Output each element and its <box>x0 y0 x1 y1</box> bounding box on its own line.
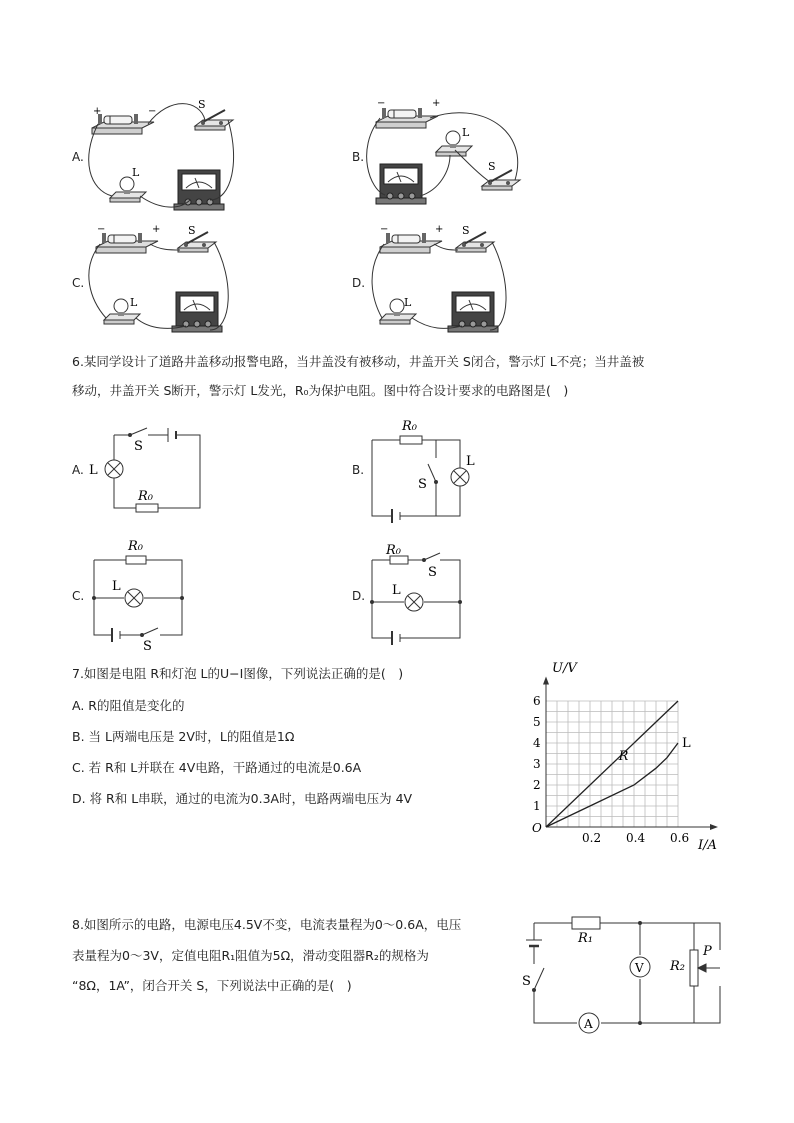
q6-option-b-diagram <box>372 436 460 523</box>
q6-diagrams <box>0 410 794 654</box>
svg-text:−: − <box>97 224 106 235</box>
svg-text:S: S <box>143 639 152 654</box>
q7-ui-chart <box>522 660 742 853</box>
q6-a-r0-label: R₀ <box>138 489 153 504</box>
q8-r2-label: R₂ <box>670 959 685 974</box>
q6-a-switch-label: S <box>134 439 143 454</box>
q7-option-b[interactable]: B. 当 L两端电压是 2V时，L的阻值是1Ω <box>72 729 295 744</box>
q5-option-a-diagram <box>89 98 234 210</box>
svg-text:L: L <box>130 296 138 309</box>
svg-text:−: − <box>377 98 386 109</box>
q7-stem: 7.如图是电阻 R和灯泡 L的U−I图像，下列说法正确的是( ) <box>72 666 404 681</box>
y-tick-label: 4 <box>533 736 541 750</box>
svg-text:S: S <box>462 224 470 237</box>
q8-v-label: V <box>635 961 644 975</box>
x-tick-label: 0.2 <box>582 831 602 845</box>
svg-text:−: − <box>380 224 389 235</box>
q5-option-b[interactable]: B. <box>352 150 365 164</box>
q5-option-b-diagram <box>367 98 520 204</box>
q8-r1-label: R₁ <box>578 931 593 946</box>
q5-option-d[interactable]: D. <box>352 276 366 290</box>
y-tick-label: 2 <box>533 778 541 792</box>
q7-option-a[interactable]: A. R的阻值是变化的 <box>72 698 185 713</box>
svg-text:L: L <box>466 454 475 469</box>
y-axis-arrow <box>543 677 549 685</box>
svg-text:R₀: R₀ <box>386 543 401 558</box>
series-label-l: L <box>682 736 691 752</box>
svg-text:+: + <box>152 224 161 235</box>
q8-stem-line3: “8Ω，1A”，闭合开关 S，下列说法中正确的是( ) <box>72 978 352 993</box>
q8-circuit <box>520 910 740 1040</box>
y-tick-label: 3 <box>533 757 541 771</box>
q7-option-d[interactable]: D. 将 R和 L串联，通过的电流为0.3A时，电路两端电压为 4V <box>72 791 413 806</box>
svg-text:L: L <box>404 296 412 309</box>
y-tick-label: 1 <box>533 799 541 813</box>
q6-option-b[interactable]: B. <box>352 463 365 477</box>
q8-a-label: A <box>584 1017 593 1031</box>
svg-text:+: + <box>432 98 441 109</box>
q8-p-label: P <box>703 944 712 959</box>
q8-stem-line1: 8.如图所示的电路，电源电压4.5V不变，电流表量程为0～0.6A，电压 <box>72 917 462 932</box>
q5-option-d-diagram <box>372 224 506 332</box>
svg-text:S: S <box>418 477 427 492</box>
y-tick-label: 5 <box>533 715 541 729</box>
svg-text:+: + <box>435 224 444 235</box>
y-tick-label: 6 <box>533 694 541 708</box>
q5-option-c-diagram <box>89 224 228 332</box>
q6-option-c[interactable]: C. <box>72 589 85 603</box>
svg-text:S: S <box>488 160 496 173</box>
x-tick-label: 0.6 <box>670 831 690 845</box>
svg-text:R₀: R₀ <box>402 419 417 434</box>
series-label-r: R <box>618 748 629 764</box>
svg-text:L: L <box>392 583 401 598</box>
q5-option-c[interactable]: C. <box>72 276 85 290</box>
q8-stem-line2: 表量程为0～3V，定值电阻R₁阻值为5Ω，滑动变阻器R₂的规格为 <box>72 948 429 963</box>
svg-text:L: L <box>462 126 470 139</box>
origin-label: O <box>532 821 542 835</box>
svg-text:S: S <box>198 98 206 111</box>
x-tick-label: 0.4 <box>626 831 646 845</box>
q8-s-label: S <box>522 974 531 989</box>
x-axis-arrow <box>710 824 718 830</box>
svg-text:S: S <box>188 224 196 237</box>
q6-stem-line2: 移动，井盖开关 S断开，警示灯 L发光，R₀为保护电阻。图中符合设计要求的电路图是( ) <box>72 383 569 398</box>
q6-option-a[interactable]: A. <box>72 463 84 477</box>
q6-a-lamp-label: L <box>89 463 98 478</box>
x-axis-label: I/A <box>698 838 717 853</box>
y-axis-label: U/V <box>552 661 577 676</box>
svg-text:−: − <box>148 106 157 117</box>
q6-option-d[interactable]: D. <box>352 589 366 603</box>
q6-stem-line1: 6.某同学设计了道路井盖移动报警电路，当井盖没有被移动，井盖开关 S闭合，警示灯 L不亮；当井盖被 <box>72 354 645 369</box>
svg-text:R₀: R₀ <box>128 539 143 554</box>
svg-text:+: + <box>93 106 102 117</box>
svg-text:L: L <box>112 579 121 594</box>
q7-option-c[interactable]: C. 若 R和 L并联在 4V电路，干路通过的电流是0.6A <box>72 760 362 775</box>
q5-diagrams <box>0 0 794 345</box>
svg-text:L: L <box>132 166 140 179</box>
q6-option-a-diagram <box>114 428 200 512</box>
svg-text:S: S <box>428 565 437 580</box>
q5-option-a[interactable]: A. <box>72 150 84 164</box>
